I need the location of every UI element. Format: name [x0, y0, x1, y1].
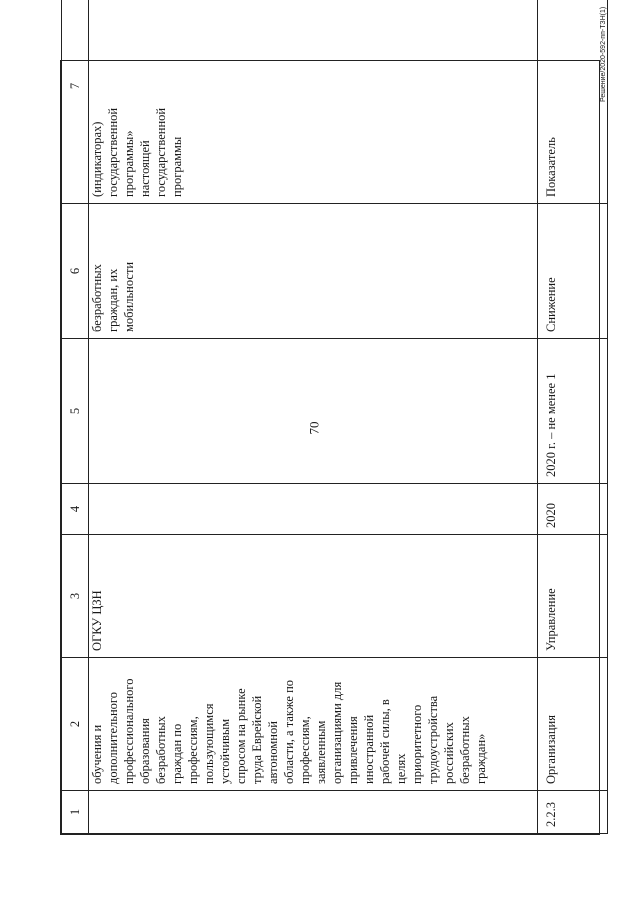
cell-year: [89, 484, 538, 535]
cell-line: организациями для: [330, 681, 344, 784]
cell-line: иностранной: [362, 714, 376, 784]
cell-description: Организация: [538, 658, 608, 791]
header-col-3: 3: [62, 535, 89, 658]
cell-line: области, а также по: [282, 679, 296, 784]
cell-line: программы»: [122, 130, 136, 197]
table-row: [89, 0, 538, 834]
cell-executor: ОГКУ ЦЗН: [89, 535, 538, 658]
cell-line: граждан, их: [106, 268, 120, 332]
cell-effect: Снижение: [538, 204, 608, 339]
table-header-row: [62, 0, 89, 834]
cell-line: устойчивым: [218, 718, 232, 784]
cell-line: государственной: [154, 107, 168, 197]
cell-line: российских: [442, 722, 456, 784]
program-table: [60, 60, 600, 835]
cell-line: обучения и: [90, 724, 104, 784]
cell-line: профессионального: [122, 678, 136, 784]
cell-line: профессиям,: [298, 716, 312, 784]
cell-line: граждан по: [170, 723, 184, 784]
cell-line: государственной: [106, 107, 120, 197]
cell-number: [89, 791, 538, 834]
cell-line: спросом на рынке: [234, 688, 248, 784]
cell-description: [89, 658, 538, 791]
cell-result: 2020 г. – не менее 1: [538, 339, 608, 484]
cell-effect: [89, 204, 538, 339]
cell-line: привлечения: [346, 716, 360, 784]
table-row: [538, 0, 608, 834]
cell-line: мобильности: [122, 261, 136, 332]
cell-line: (индикаторах): [90, 121, 104, 197]
cell-line: рабочей силы, в: [378, 699, 392, 784]
cell-line: дополнительного: [106, 692, 120, 784]
cell-executor: Управление: [538, 535, 608, 658]
header-col-5: 5: [62, 339, 89, 484]
cell-line: целях: [394, 753, 408, 784]
cell-result: [89, 339, 538, 484]
cell-indicator: [89, 0, 538, 204]
header-col-4: 4: [62, 484, 89, 535]
cell-line: труда Еврейской: [250, 695, 264, 784]
header-col-1: 1: [62, 791, 89, 834]
table-grid: [61, 0, 608, 834]
header-col-6: 6: [62, 204, 89, 339]
document-code: Решение/2020-592-пп-ТЗН(1): [600, 6, 607, 102]
cell-line: профессиям,: [186, 716, 200, 784]
cell-line: трудоустройства: [426, 695, 440, 784]
page-number: 70: [306, 421, 322, 435]
cell-number: 2.2.3: [538, 791, 608, 834]
cell-line: заявленным: [314, 720, 328, 784]
cell-indicator: Показатель: [538, 0, 608, 204]
header-col-2: 2: [62, 658, 89, 791]
header-col-7: 7: [62, 0, 89, 204]
cell-line: безработных: [458, 716, 472, 784]
cell-line: автономной: [266, 721, 280, 784]
cell-line: безработных: [90, 264, 104, 332]
cell-line: безработных: [154, 716, 168, 784]
cell-line: программы: [170, 136, 184, 197]
cell-line: пользующимся: [202, 703, 216, 784]
cell-line: настоящей: [138, 140, 152, 197]
cell-line: приоритетного: [410, 704, 424, 784]
cell-year: 2020: [538, 484, 608, 535]
cell-line: образования: [138, 718, 152, 784]
cell-line: граждан»: [474, 733, 488, 784]
